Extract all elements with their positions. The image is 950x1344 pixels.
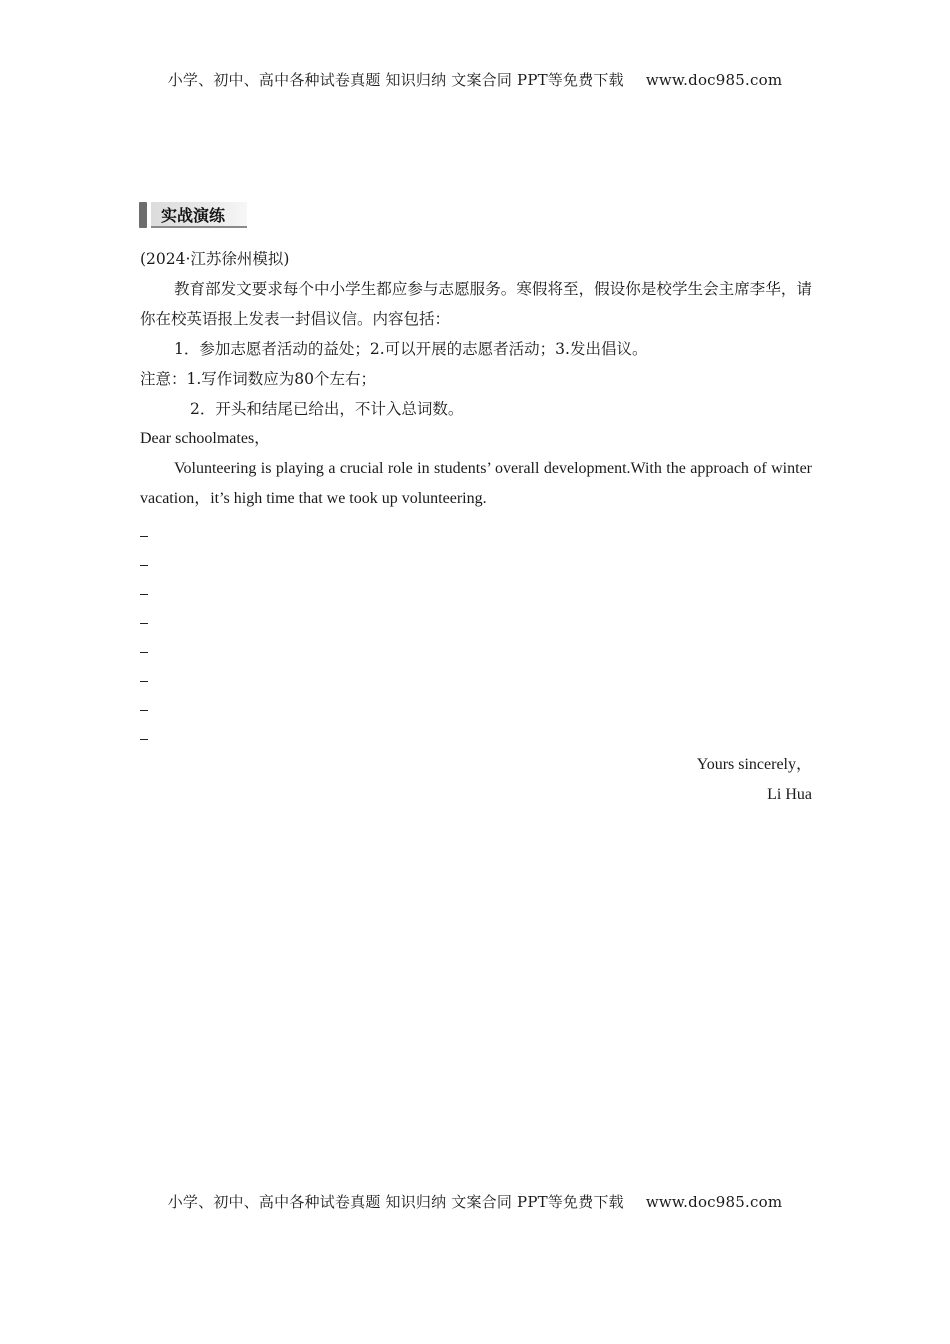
blank-mark [140, 663, 148, 682]
letter-greeting: Dear schoolmates， [140, 430, 271, 447]
page-header [0, 69, 950, 90]
blank-mark [140, 634, 148, 653]
header-site[interactable]: www.doc985.com [645, 71, 783, 89]
answer-line-5[interactable] [140, 634, 812, 663]
answer-line-2[interactable] [140, 547, 812, 576]
section-tag-bar [139, 202, 147, 228]
task-note-2: 2．开头和结尾已给出，不计入总词数。 [190, 400, 464, 418]
footer-site[interactable]: www.doc985.com [645, 1193, 783, 1211]
blank-mark [140, 721, 148, 740]
answer-blanks [140, 518, 812, 750]
footer-text: 小学、初中、高中各种试卷真题 知识归纳 文案合同 PPT等免费下载 [167, 1193, 624, 1211]
answer-line-1[interactable] [140, 518, 812, 547]
letter-closing: Yours sincerely， [696, 756, 812, 773]
section-tag-label: 实战演练 [151, 202, 247, 228]
blank-mark [140, 518, 148, 537]
section-tag [139, 200, 247, 230]
answer-line-8[interactable] [140, 721, 812, 750]
letter-signature: Li Hua [767, 786, 812, 803]
answer-line-4[interactable] [140, 605, 812, 634]
blank-mark [140, 605, 148, 624]
header-text: 小学、初中、高中各种试卷真题 知识归纳 文案合同 PPT等免费下载 [167, 71, 624, 89]
task-prompt: 教育部发文要求每个中小学生都应参与志愿服务。寒假将至，假设你是校学生会主席李华，请你在校英语报上发表一封倡议信。内容包括： [140, 280, 812, 328]
answer-line-3[interactable] [140, 576, 812, 605]
exercise-content [140, 244, 812, 810]
task-points: 1．参加志愿者活动的益处；2.可以开展的志愿者活动；3.发出倡议。 [174, 340, 648, 358]
task-source: (2024·江苏徐州模拟) [140, 250, 290, 268]
blank-mark [140, 576, 148, 595]
task-note-1: 注意：1.写作词数应为80个左右； [140, 370, 377, 388]
letter-opening: Volunteering is playing a crucial role in students’ overall development.With the approach of winter vacation，it’s high time that we took up volunteering. [140, 460, 812, 507]
answer-line-7[interactable] [140, 692, 812, 721]
blank-mark [140, 692, 148, 711]
page-footer [0, 1191, 950, 1212]
answer-line-6[interactable] [140, 663, 812, 692]
blank-mark [140, 547, 148, 566]
